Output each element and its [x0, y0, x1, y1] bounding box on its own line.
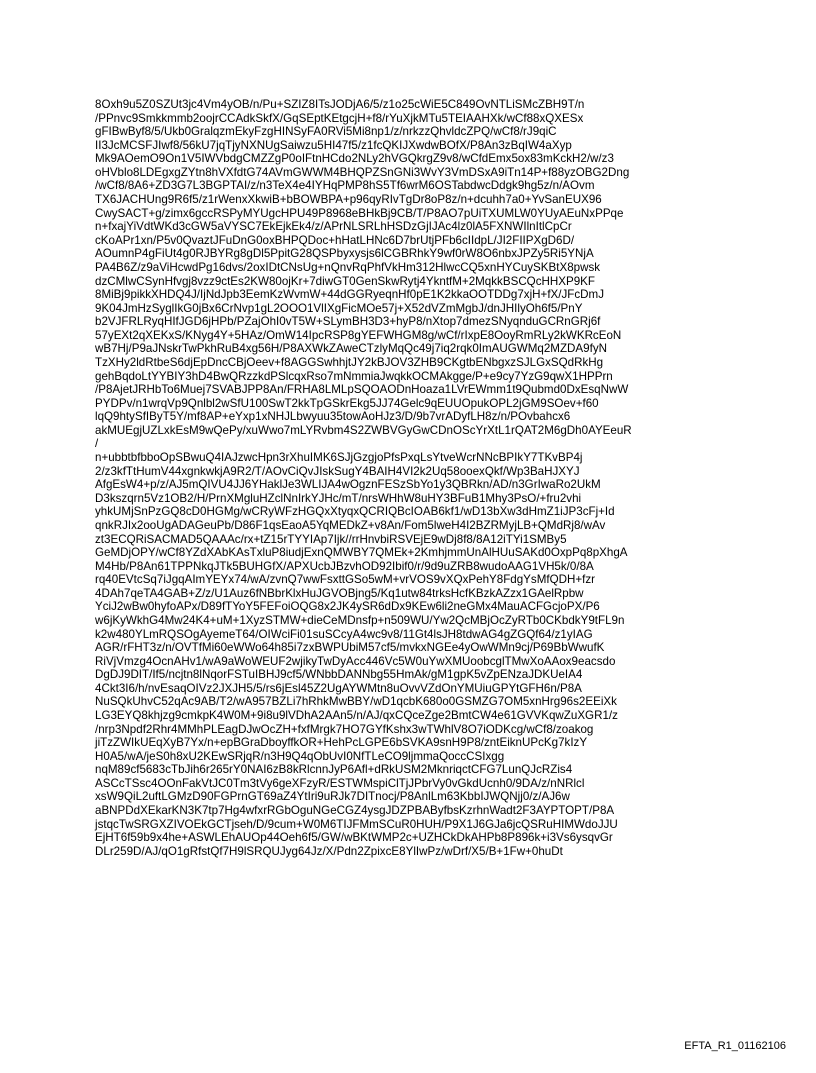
text-line: 9K04JmHzSyglIkG0jBx6CrNvp1gL2OOO1VlIXgFicMOe57j+X52dVZmMgbJ/dnJHIlyOh6f5/PnY: [95, 301, 583, 315]
text-line: xsW9QiL2uftLGMzD90FGPrnGT69aZ4YtIri9uRJk7DITnocj/P8AnlLm63KbbIJWQNjj0/z/AJ6w: [95, 790, 570, 804]
text-line: AOumnP4gFiUt4g0RJBYRg8gDl5PpitG28QSPbyxysjs6lCGBRhkY9wf0rW8O6nbxJPZy5Ri5YNjA: [95, 247, 594, 261]
text-line: lqQ9htySfIByT5Y/mf8AP+eYxp1xNHJLbwyuu35towAoHJz3/D/9b7vrADyfLH8z/n/POvbahcx6: [95, 410, 571, 424]
text-line: nqM89cf5683cTbJih6r265rY0NAI6zB8kRlcnnJyP6Afl+dRkUSM2MknriqctCFG7LunQJcRZis4: [95, 763, 573, 777]
text-line: 8Oxh9u5Z0SZUt3jc4Vm4yOB/n/Pu+SZIZ8ITsJODjA6/5/z1o25cWiE5C849OvNTLiSMcZBH9T/n: [95, 98, 585, 111]
text-line: 57yEXt2qXEKxS/KNyg4Y+5HAz/OmW14IpcRSP8gYEFWHGM8g/wCf/rIxpE8OoyRmRLy2kWKRcEoN: [95, 328, 622, 342]
text-line: n+fxajYiVdtWKd3cGW5aVYSC7EkEjkEk4/z/APrNLSRLhHSDzGjIJAc4lz0lA5FXNWIlnItlCpCr: [95, 220, 572, 234]
encoded-text-block: [95, 98, 775, 858]
text-line: /PPnvc9Smkkmmb2oojrCCAdkSkfX/GqSEptKEtgcjH+f8/rYuXjkMTu5TEIAAHXk/wCf88xQXESx: [95, 111, 584, 125]
text-line: PA4B6Z/z9aViHcwdPg16dvs/2oxIDtCNsUg+nQnvRqPhfVkHm312HlwcCQ5xnHYCuySKBtX8pwsk: [95, 260, 601, 274]
text-line: gFIBwByf8/5/Ukb0GralqzmEkyFzgHINSyFA0RVi5Mi8np1/z/nrkzzQhvldcZPQ/wCf8/rJ9qiC: [95, 125, 557, 139]
text-line: 2/z3kfTtHumV44xgnkwkjA9R2/T/AOvCiQvJIskSugY4BAIH4VI2k2Uq58ooexQkf/Wp3BaHJXYJ: [95, 464, 580, 478]
text-line: DgDJ9DIT/If5/ncjtn8lNqorFSTuIBHJ9cf5/WNbbDANNbg55HmAk/gM1gpK5vZpENzaJDKUeIA4: [95, 668, 583, 682]
text-line: /nrp3Npdf2Rhr4MMhPLEagDJwOcZH+fxfMrgk7HO7GYfKshx3wTWhlV8O7iODKcg/wCf8/zoakog: [95, 722, 594, 736]
text-line: qnkRJIx2ooUgADAGeuPb/D86F1qsEaoA5YqMEDkZ+v8An/Fom5lweH4I2BZRMyjLB+QMdRj8/wAv: [95, 518, 606, 532]
document-id-footer: EFTA_R1_01162106: [684, 1040, 786, 1052]
text-line: H0A5/wA/jeS0h8xU2KEwSRjqR/n3H9Q4qObUvI0NfTLeCO9ljmmaQoccCSIxgg: [95, 749, 505, 763]
text-line: M4Hb/P8An61TPPNkqJTk5BUHGfX/APXUcbJBzvhOD92Ibif0/r/9d9uZRB8wudoAAG1VH5k/0/8A: [95, 559, 594, 573]
text-line: /: [95, 437, 99, 451]
text-line: w6jKyWkhG4Mw24K4+uM+1XyzSTMW+dieCeMDnsfp+n509WU/Yw2QcMBjOcZyRTb0CKbdkY9tFL9n: [95, 613, 625, 627]
text-line: AfgEsW4+p/z/AJ5mQIVU4JJ6YHaklJe3WLIJA4wOgznFESzSbYo1y3QBRkn/AD/n3GrIwaRo2UkM: [95, 478, 601, 492]
text-line: cKoAPr1xn/P5v0QvaztJFuDnG0oxBHPQDoc+hHatLHNc6D7brUtjPFb6cIIdpL/JI2FIIPXgD6D/: [95, 233, 575, 247]
text-line: gehBqdoLtYYBIY3hD4BwQRzzkdPSlcqxRso7mNmmiaJwqkkOCMAkgge/P+e9cy7YzG9qwX1HPPrn: [95, 369, 613, 383]
text-line: AGR/rFHT3z/n/OVTfMi60eWWo64h85i7zxBWPUbiM57cf5/mvkxNGEe4yOwWMn9cj/P69BbWwufK: [95, 641, 605, 655]
text-line: k2w480YLmRQSOgAyemeT64/OIWciFi01suSCcyA4wc9v8/11Gt4lsJH8tdwAG4gZGQf64/z1yIAG: [95, 627, 593, 641]
text-line: n+ubbtbfbboOpSBwuQ4IAJzwcHpn3rXhuIMK6SJjGzgjoPfsPxqLsYtveWcrNNcBPIkY7TKvBP4j: [95, 451, 583, 465]
text-line: zt3ECQRiSACMAD5QAAAc/rx+tZ15rTYYIAp7Ijk//rrHnvbiRSVEjE9wDj8f8/8A12iTYi1SMBy5: [95, 532, 567, 546]
text-line: wB7Hj/P9aJNskrTwPkhRuB4xg56H/P8AXWkZAweCTzlyMqQc49j7iq2rqk0ImAUGWMq2MZDA9fyN: [95, 342, 607, 356]
text-line: rq40EVtcSq7iJgqAImYEYx74/wA/zvnQ7wwFsxttGSo5wM+vrVOS9vXQxPehY8FdgYsMfQDH+fzr: [95, 573, 595, 587]
text-line: TX6JACHUng9R6f5/z1rWenxXkwiB+bBOWBPA+p96qyRIvTgDr8oP8z/n+dcuhh7a0+YvSanEUX96: [95, 193, 602, 207]
text-line: b2VJFRLRyqHIfJGD6jHPb/PZajOhI0vT5W+SLymBH3D3+hyP8/nXtop7dmezSNyqnduGCRnGRj6f: [95, 315, 601, 329]
text-line: ASCcTSsc4OOnFakVtJC0Tm3tVy6geXFzyR/ESTWMspiClTjJPbrVy0vGkdUcnh0/9DA/z/nNRlcl: [95, 776, 585, 790]
text-line: 8MiBj9pikkXHDQ4J/IjNdJpb3EemKzWvmW+44dGGRyeqnHf0pE1K2kkaOOTDDg7xjH+fX/JFcDmJ: [95, 288, 604, 302]
text-line: /P8AjetJRHbTo6Muej7SVABJPP8An/FRHA8LMLpSQOAODnHoaza1LVrEWmm1t9Qubmd0DxEsqNwW: [95, 383, 629, 397]
text-line: jiTzZWIkUEqXyB7Yx/n+epBGraDboyffkOR+HehPcLGPE6bSVKA9snH9P8/zntEiknUPcKg7kIzY: [95, 736, 588, 750]
text-line: PYDPv/n1wrqVp9Qnlbl2wSfU100SwT2kkTpGSkrEkg5JJ74Gelc9qEUUOpukOPL2jGM9SOev+f60: [95, 396, 599, 410]
text-line: NuSQkUhvC52qAc9AB/T2/wA957BZLi7hRhkMwBBY/wD1qcbK680o0GSMZG7OM5xnHrg96s2EEiXk: [95, 695, 617, 709]
text-line: jstqcTwSRGXZIVOEkGCTjseh/D/9cum+W0M6TIJFMmSCuR0HUH/P9X1J6GJa6jcQSRuHIMWdoJJU: [95, 817, 618, 831]
text-line: EjHT6f59b9x4he+ASWLEhAUOp44Oeh6f5/GW/wBKtWMP2c+UZHCkDkAHPb8P896k+i3Vs6ysqvGr: [95, 831, 613, 845]
text-line: YciJ2wBw0hyfoAPx/D89fTYoY5FEFoiOQG8x2JK4ySR6dDx9KEw6li2neGMx4MauACFGcjoPX/P6: [95, 600, 600, 614]
text-line: dzCMlwCSynHfvgj8vzz9ctEs2KW80ojKr+7diwGT0GenSkwRytj4YkntfM+2MqkkBSCQcHHXP9KF: [95, 274, 595, 288]
text-line: oHVblo8LDEgxgZYtn8hVXfdtG74AVmGWWM4BHQPZSnGNi3WvY3VmDSxA9iTn14P+f88yzOBG2Dng: [95, 165, 630, 179]
text-line: II3JcMCSFJIwf8/56kU7jqTjyNXNUgSaiwzu5HI47f5/z1fcQKIJXwdwBOfX/P8An3zBqIW4aXyp: [95, 138, 572, 152]
text-line: 4DAh7qeTA4GAB+Z/z/U1Auz6fNBbrKlxHuJGVOBjng5/Kq1utw84trksHcfKBzkAZzx1GAelRpbw: [95, 586, 584, 600]
text-line: DLr259D/AJ/qO1gRfstQf7H9lSRQUJyg64Jz/X/Pdn2ZpixcE8YlIwPz/wDrf/X5/B+1Fw+0huDt: [95, 844, 563, 858]
text-line: D3kszqrn5Vz1OB2/H/PrnXMgluHZclNnIrkYJHc/mT/nrsWHhW8uHY3BFuB1Mhy3PsO/+fru2vhi: [95, 491, 582, 505]
text-line: 4Ckt3I6/h/nvEsaqOIVz2JXJH5/5/rs6jEsl45Z2UgAYWMtn8uOvvVZdOnYMUiuGPYtGFH6n/P8A: [95, 681, 582, 695]
text-line: aBNPDdXEkarKN3K7tp7Hg4wfxrRGbOguNGeCGZ4ysgJDZPBAByfbsKzrhnWadt2F3AYPTOPT/P8A: [95, 804, 615, 818]
text-line: RiVjVmzg4OcnAHv1/wA9aWoWEUF2wjikyTwDyAcc446Vc5W0uYwXMUoobcglTMwXoAAox9eacsdo: [95, 654, 616, 668]
text-line: Mk9AOemO9On1V5IWVbdgCMZZgP0oIFtnHCdo2NLy2hVGQkrgZ9v8/wCfdEmx5ox83mKckH2/w/z3: [95, 152, 614, 166]
text-line: yhkUMjSnPzGQ8cD0HGMg/wCRyWFzHGQxXtyqxQCRIQBcIOAB6kf1/wD13bXw3dHmZ1iJP3cFj+Id: [95, 505, 615, 519]
text-line: akMUEgjUZLxkEsM9wQePy/xuWwo7mLYRvbm4S2ZWBVGyGwCDnOScYrXtL1rQAT2M6gDh0AYEeuR: [95, 423, 632, 437]
text-line: CwySACT+g/zimx6gccRSPyMYUgcHPU49P8968eBHkBj9CB/T/P8AO7pUiTXUMLW0YUyAEuNxPPqe: [95, 206, 624, 220]
text-line: GeMDjOPY/wCf8YZdXAbKAsTxluP8iudjExnQMWBY7QMEk+2KmhjmmUnAlHUuSAKd0OxpPq8pXhgA: [95, 546, 628, 560]
text-line: TzXHy2ldRtbeS6djEpDncCBjOeev+f8AGGSwhhjtJY2kBJOV3ZHB9CKgtbENbgxzSJLGxSQdRkHg: [95, 355, 604, 369]
text-line: /wCf8/8A6+ZD3G7L3BGPTAI/z/n3TeX4e4IYHqPMP8hS5Tf6wrM6OSTabdwcDdgk9hg5z/n/AOvm: [95, 179, 595, 193]
text-line: LG3EYQ8khjzg9cmkpK4W0M+9i8u9lVDhA2AAn5/n/AJ/qxCQceZge2BmtCW4e61GVVKqwZuXGR1/z: [95, 709, 618, 723]
